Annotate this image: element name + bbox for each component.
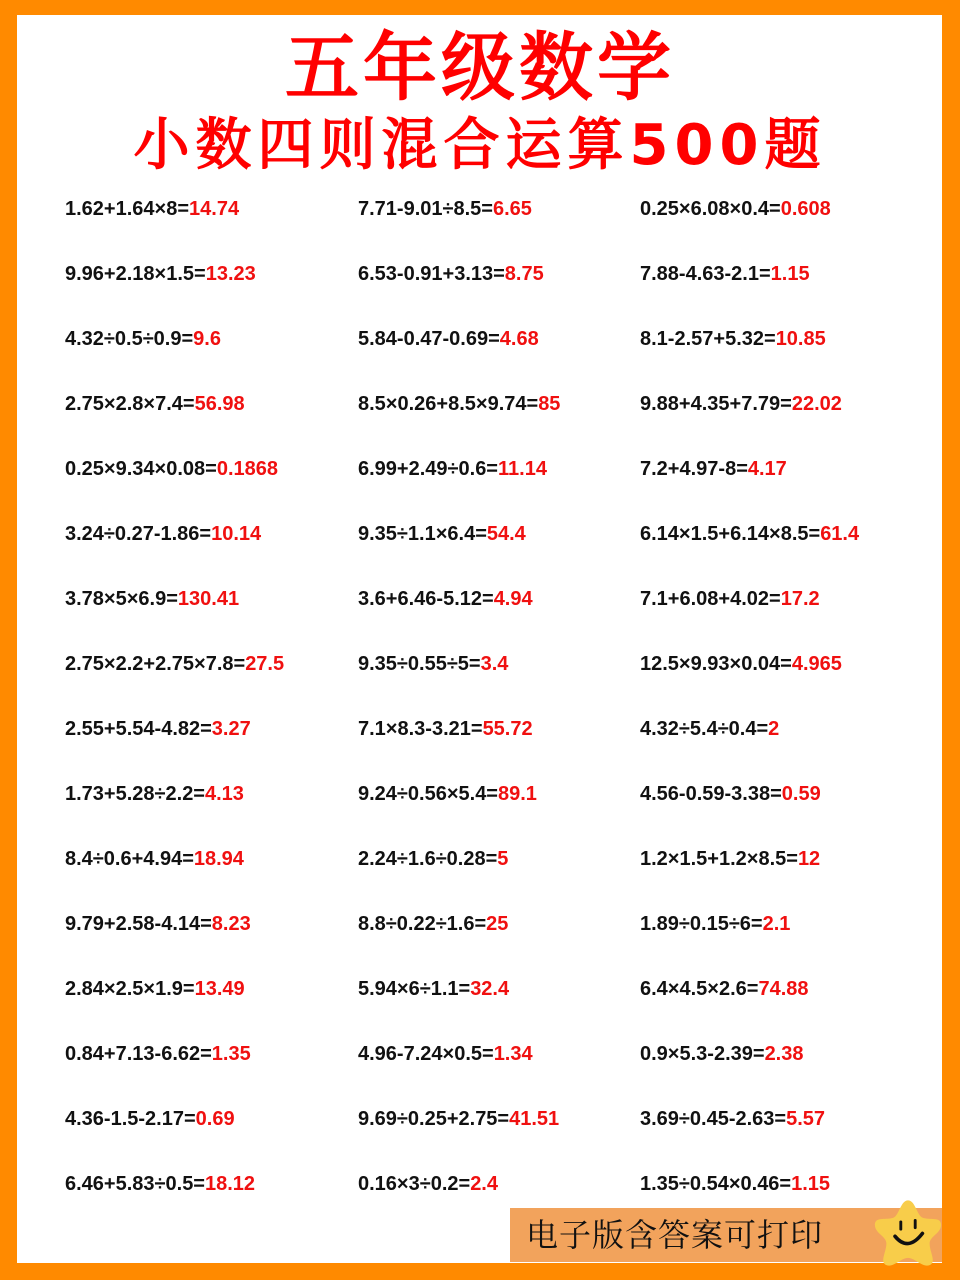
problem (65, 196, 239, 222)
expression: 9.88+4.35+7.79= (640, 393, 792, 415)
answer: 56.98 (194, 393, 245, 415)
expression: 4.56-0.59-3.38= (640, 783, 782, 805)
problem (640, 456, 787, 482)
expression: 9.35÷1.1×6.4= (358, 523, 487, 545)
problem (65, 586, 239, 612)
problem (358, 261, 544, 287)
problem (640, 976, 809, 1002)
banner-text: 电子版含答案可打印 (526, 1216, 824, 1254)
problem (640, 326, 826, 352)
answer: 6.65 (492, 198, 532, 220)
expression: 12.5×9.93×0.04= (640, 653, 792, 675)
problem (640, 1171, 830, 1197)
problem-row (0, 1171, 960, 1197)
answer: 2.4 (470, 1173, 498, 1195)
problem (65, 976, 245, 1002)
expression: 0.84+7.13-6.62= (65, 1043, 212, 1065)
answer: 3.27 (211, 718, 251, 740)
problem-row (0, 456, 960, 482)
answer: 17.2 (780, 588, 820, 610)
problem (358, 586, 533, 612)
problem (358, 456, 547, 482)
answer: 2.38 (764, 1043, 804, 1065)
expression: 0.9×5.3-2.39= (640, 1043, 765, 1065)
answer: 25 (486, 913, 509, 935)
answer: 4.13 (205, 783, 244, 805)
answer: 41.51 (509, 1108, 560, 1130)
expression: 0.25×6.08×0.4= (640, 198, 781, 220)
problem (65, 1041, 251, 1067)
smiley-star-icon (872, 1196, 944, 1268)
expression: 6.46+5.83÷0.5= (65, 1173, 205, 1195)
expression: 1.73+5.28÷2.2= (65, 783, 205, 805)
expression: 4.96-7.24×0.5= (358, 1043, 494, 1065)
problem (640, 391, 842, 417)
problem (358, 1171, 498, 1197)
expression: 2.55+5.54-4.82= (65, 718, 212, 740)
problem (65, 1106, 235, 1132)
answer: 11.14 (498, 458, 547, 480)
answer: 0.1868 (216, 458, 278, 480)
answer: 3.4 (480, 653, 509, 675)
answer: 0.59 (781, 783, 821, 805)
problem (640, 846, 820, 872)
expression: 8.4÷0.6+4.94= (65, 848, 194, 870)
problem-row (0, 651, 960, 677)
problem (358, 521, 526, 547)
problem (640, 651, 842, 677)
problem (640, 521, 859, 547)
answer: 5.57 (786, 1108, 826, 1130)
expression: 0.16×3÷0.2= (358, 1173, 471, 1195)
answer: 8.75 (504, 263, 544, 285)
problem-row (0, 586, 960, 612)
expression: 1.35÷0.54×0.46= (640, 1173, 792, 1195)
problem-row (0, 261, 960, 287)
problem (65, 911, 251, 937)
expression: 7.88-4.63-2.1= (640, 263, 771, 285)
answer: 18.12 (205, 1173, 256, 1195)
answer: 14.74 (189, 198, 240, 220)
expression: 9.96+2.18×1.5= (65, 263, 206, 285)
expression: 4.32÷5.4÷0.4= (640, 718, 769, 740)
answer: 4.68 (499, 328, 539, 350)
problem (640, 196, 831, 222)
expression: 1.89÷0.15÷6= (640, 913, 763, 935)
expression: 2.75×2.8×7.4= (65, 393, 195, 415)
answer: 22.02 (791, 393, 842, 415)
expression: 8.5×0.26+8.5×9.74= (358, 393, 539, 415)
expression: 6.53-0.91+3.13= (358, 263, 505, 285)
problem (358, 1106, 559, 1132)
problem (640, 781, 821, 807)
problem (65, 846, 244, 872)
problem (65, 1171, 255, 1197)
expression: 2.84×2.5×1.9= (65, 978, 195, 1000)
problem (65, 781, 244, 807)
answer: 4.17 (747, 458, 787, 480)
problem (640, 1106, 825, 1132)
expression: 9.24÷0.56×5.4= (358, 783, 498, 805)
answer: 1.34 (493, 1043, 533, 1065)
problem-row (0, 976, 960, 1002)
problem (640, 716, 779, 742)
problem (358, 651, 508, 677)
problem (358, 196, 532, 222)
answer: 10.14 (211, 523, 262, 545)
expression: 9.35÷0.55÷5= (358, 653, 481, 675)
answer: 85 (538, 393, 561, 415)
problem (358, 1041, 533, 1067)
expression: 3.6+6.46-5.12= (358, 588, 494, 610)
expression: 9.79+2.58-4.14= (65, 913, 212, 935)
problem-row (0, 391, 960, 417)
problem (65, 521, 261, 547)
page-title: 五年级数学 (285, 25, 675, 111)
expression: 6.14×1.5+6.14×8.5= (640, 523, 821, 545)
expression: 2.24÷1.6÷0.28= (358, 848, 498, 870)
answer: 89.1 (498, 783, 537, 805)
expression: 5.84-0.47-0.69= (358, 328, 500, 350)
expression: 4.32÷0.5÷0.9= (65, 328, 194, 350)
answer: 1.35 (211, 1043, 251, 1065)
problem (640, 911, 790, 937)
answer: 9.6 (193, 328, 221, 350)
problem (65, 261, 256, 287)
answer: 61.4 (820, 523, 860, 545)
problem (65, 326, 221, 352)
problem (358, 846, 508, 872)
problem (358, 781, 537, 807)
expression: 6.4×4.5×2.6= (640, 978, 759, 1000)
expression: 4.36-1.5-2.17= (65, 1108, 196, 1130)
problem (65, 716, 251, 742)
expression: 8.8÷0.22÷1.6= (358, 913, 487, 935)
problem-row (0, 326, 960, 352)
answer: 2 (768, 718, 780, 740)
answer: 1.15 (770, 263, 810, 285)
answer: 1.15 (791, 1173, 831, 1195)
problem (358, 976, 509, 1002)
expression: 3.78×5×6.9= (65, 588, 178, 610)
expression: 9.69÷0.25+2.75= (358, 1108, 510, 1130)
expression: 1.62+1.64×8= (65, 198, 190, 220)
answer: 32.4 (470, 978, 510, 1000)
problem (358, 716, 533, 742)
answer: 54.4 (486, 523, 526, 545)
expression: 7.1+6.08+4.02= (640, 588, 781, 610)
problem-row (0, 1106, 960, 1132)
problem (640, 1041, 804, 1067)
problem (65, 391, 245, 417)
answer: 2.1 (762, 913, 791, 935)
expression: 7.1×8.3-3.21= (358, 718, 483, 740)
problem (358, 326, 539, 352)
problem-row (0, 846, 960, 872)
problem (65, 456, 278, 482)
answer: 13.23 (205, 263, 256, 285)
answer: 10.85 (775, 328, 826, 350)
expression: 7.2+4.97-8= (640, 458, 748, 480)
problem-row (0, 196, 960, 222)
problem (640, 261, 810, 287)
expression: 6.99+2.49÷0.6= (358, 458, 498, 480)
problem (358, 391, 560, 417)
answer: 13.49 (194, 978, 245, 1000)
answer: 4.965 (791, 653, 842, 675)
expression: 5.94×6÷1.1= (358, 978, 471, 1000)
expression: 3.24÷0.27-1.86= (65, 523, 212, 545)
problem-row (0, 911, 960, 937)
answer: 5 (497, 848, 509, 870)
expression: 0.25×9.34×0.08= (65, 458, 217, 480)
expression: 7.71-9.01÷8.5= (358, 198, 493, 220)
answer: 27.5 (245, 653, 285, 675)
answer: 130.41 (177, 588, 240, 610)
expression: 3.69÷0.45-2.63= (640, 1108, 787, 1130)
problem-row (0, 716, 960, 742)
problem-row (0, 1041, 960, 1067)
problem (640, 586, 820, 612)
expression: 1.2×1.5+1.2×8.5= (640, 848, 798, 870)
answer: 12 (797, 848, 821, 870)
answer: 74.88 (758, 978, 809, 1000)
problem (358, 911, 508, 937)
expression: 8.1-2.57+5.32= (640, 328, 776, 350)
problem-row (0, 521, 960, 547)
problem (65, 651, 284, 677)
answer: 0.608 (780, 198, 831, 220)
answer: 4.94 (493, 588, 533, 610)
answer: 8.23 (211, 913, 251, 935)
expression: 2.75×2.2+2.75×7.8= (65, 653, 246, 675)
answer: 18.94 (193, 848, 244, 870)
answer: 55.72 (482, 718, 533, 740)
page-subtitle: 小数四则混合运算500题 (133, 113, 827, 178)
problem-row (0, 781, 960, 807)
answer: 0.69 (195, 1108, 235, 1130)
